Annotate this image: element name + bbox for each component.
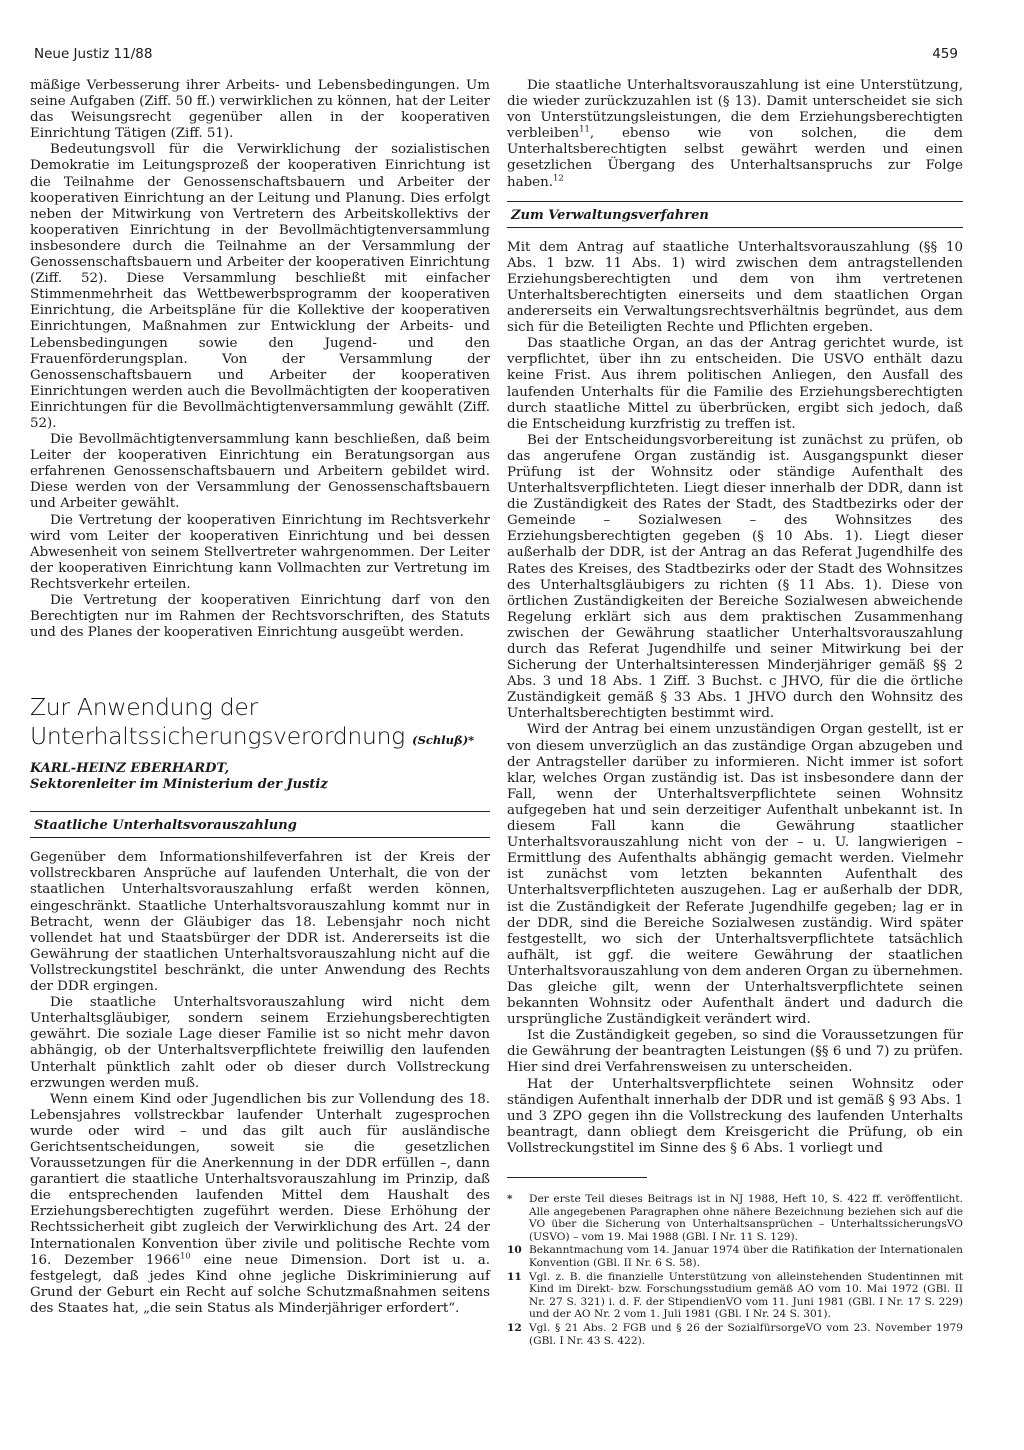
footnote-mark: *	[507, 1193, 513, 1205]
footnote-mark: 12	[507, 1321, 522, 1334]
paragraph	[507, 336, 963, 433]
paragraph-text: Die Vertretung der kooperativen Einrichtung darf von den Berechtigten nur im Rahmen der Rechtsvorschriften, des Statuts und des Planes der kooperativen Einrichtung ausgeübt werden.	[30, 593, 490, 641]
footnote-ref: 12	[553, 173, 564, 184]
footnote-text: Vgl. § 21 Abs. 2 FGB und § 26 der SozialfürsorgeVO vom 23. November 1979 (GBl. I Nr. 43 S. 422).	[529, 1321, 963, 1347]
section-heading-verwaltung: Zum Verwaltungsverfahren	[507, 201, 963, 228]
paragraph-text-cont: eine neue Dimension. Dort ist u. a. festgelegt, daß jedes Kind ohne jegliche Diskriminierung auf Grund der Geburt ein Recht auf solche Schutzmaßnahmen seitens des Staates hat, „die sein Status als Minderjähriger erfordert“.	[30, 1252, 490, 1316]
paragraph-text: Das staatliche Organ, an das der Antrag gerichtet wurde, ist verpflichtet, über ihn zu entscheiden. Die USVO enthält dazu keine Frist. Aus ihrem politischen Anliegen, den Ausfall des laufenden Unterhalts für die Familie des Erziehungsberechtigten durch staatliche Mittel zu überbrücken, ergibt sich jedoch, daß die Entscheidung kurzfristig zu treffen ist.	[507, 336, 963, 432]
left-bottom-paragraphs	[30, 850, 490, 1317]
paragraph-text: Ist die Zuständigkeit gegeben, so sind die Voraussetzungen für die Gewährung der beantragten Leistungen (§§ 6 und 7) zu prüfen. Hier sind drei Verfahrensweisen zu unterscheiden.	[507, 1028, 963, 1076]
right-column	[507, 78, 963, 1157]
paragraph	[30, 432, 490, 512]
article-title-suffix: (Schluß)*	[412, 733, 475, 748]
paragraph	[30, 78, 490, 142]
footnote	[507, 1244, 963, 1269]
left-top-paragraphs	[30, 78, 490, 641]
footnote-rule	[507, 1177, 647, 1178]
author-name: KARL-HEINZ EBERHARDT,	[30, 761, 230, 777]
paragraph-text: Die staatliche Unterhaltsvorauszahlung ist eine Unterstützung, die wieder zurückzuzahlen ist (§ 13). Damit unterscheidet sie sich von Unterstützungsleistungen, die dem Erziehungsberechtigten verbleiben	[507, 78, 963, 142]
footnote-ref: 11	[579, 124, 590, 135]
paragraph	[30, 850, 490, 995]
right-bottom-paragraphs	[507, 240, 963, 1157]
article-title-line1: Zur Anwendung der	[30, 693, 258, 722]
footnote	[507, 1322, 963, 1347]
paragraph-text: Bedeutungsvoll für die Verwirklichung der sozialistischen Demokratie im Leitungsprozeß der kooperativen Einrichtung ist die Teilnahme der Genossenschaftsbauern und Arbeiter der kooperativen Einrichtung an der Leitung und Planung. Dies erfolgt neben der Mitwirkung von Vertretern des Arbeitskollektivs der kooperativen Einrichtung in der Bevollmächtigtenversammlung insbesondere durch die Teilnahme an der Versammlung der Genossenschaftsbauern und Arbeiter der kooperativen Einrichtung (Ziff. 52). Diese Versammlung beschließt mit einfacher Stimmenmehrheit das Wettbewerbsprogramm der kooperativen Einrichtung, die Arbeitspläne für die Kollektive der kooperativen Einrichtungen, Maßnahmen zur Entwicklung der Arbeits- und Lebensbedingungen sowie den Jugend- und den Frauenförderungsplan. Von der Versammlung der Genossenschaftsbauern und Arbeiter der kooperativen Einrichtungen werden auch die Bevollmächtigten der kooperativen Einrichtungen für die Bevollmächtigtenversammlung gewählt (Ziff. 52).	[30, 142, 490, 431]
paragraph-text: Hat der Unterhaltsverpflichtete seinen Wohnsitz oder ständigen Aufenthalt innerhalb der DDR und ist gemäß § 93 Abs. 1 und 3 ZPO gegen ihn die Vollstreckung des laufenden Unterhalts beantragt, dann obliegt dem Kreisgericht die Prüfung, ob ein Vollstreckungstitel im Sinne des § 6 Abs. 1 vorliegt und	[507, 1076, 963, 1156]
paragraph-text: mäßige Verbesserung ihrer Arbeits- und Lebensbedingungen. Um seine Aufgaben (Ziff. 50 ff.) verwirklichen zu können, hat der Leiter das Weisungsrecht gegenüber allen in der kooperativen Einrichtung Tätigen (Ziff. 51).	[30, 78, 490, 142]
paragraph-text: Die Bevollmächtigtenversammlung kann beschließen, daß beim Leiter der kooperativen Einrichtung ein Beratungsorgan aus erfahrenen Genossenschaftsbauern und Arbeitern gebildet wird. Diese werden von der Versammlung der Genossenschaftsbauern und Arbeiter gewählt.	[30, 432, 490, 512]
paragraph	[30, 513, 490, 593]
footnote-mark: 10	[507, 1244, 522, 1257]
paragraph	[507, 1077, 963, 1157]
paragraph-text: Wenn einem Kind oder Jugendlichen bis zur Vollendung des 18. Lebensjahres vollstreckbar laufender Unterhalt zugesprochen wurde oder wird – und das gilt auch für ausländische Gerichtsentscheidungen, soweit sie die gesetzlichen Voraussetzungen für die Anerkennung in der DDR erfüllen –, dann garantiert die staatliche Unterhaltsvorauszahlung im Prinzip, daß die entsprechenden laufenden Mittel dem Haushalt des Erziehungsberechtigten zugeführt werden. Diese Erhöhung der Rechtssicherheit gibt zugleich der Verwirklichung des Art. 24 der Internationalen Konvention über zivile und politische Rechte vom 16. Dezember 1966	[30, 1091, 490, 1268]
paragraph-text: Gegenüber dem Informationshilfeverfahren ist der Kreis der vollstreckbaren Ansprüche auf laufenden Unterhalt, die von der staatlichen Unterhaltsvorauszahlung erfaßt werden können, eingeschränkt. Staatliche Unterhaltsvorauszahlung kommt nur in Betracht, wenn der Gläubiger das 18. Lebensjahr noch nicht vollendet hat und Staatsbürger der DDR ist. Andererseits ist die Gewährung der staatlichen Unterhaltsvorauszahlung nicht auf die Vollstreckungstitel beschränkt, die unter Anwendung des Rechts der DDR ergingen.	[30, 850, 490, 995]
paragraph-text: Die Vertretung der kooperativen Einrichtung im Rechtsverkehr wird vom Leiter der kooperativen Einrichtung und bei dessen Abwesenheit von seinem Stellvertreter wahrgenommen. Der Leiter der kooperativen Einrichtung kann Vollmachten zur Vertretung im Rechtsverkehr erteilen.	[30, 512, 490, 592]
paragraph	[507, 1028, 963, 1076]
paragraph	[30, 142, 490, 432]
article-title	[30, 693, 490, 755]
footnote-text: Bekanntmachung vom 14. Januar 1974 über die Ratifikation der Internationalen Konvention (GBl. II Nr. 6 S. 58).	[529, 1244, 963, 1269]
footnote	[507, 1271, 963, 1321]
footnote-text: Vgl. z. B. die finanzielle Unterstützung von alleinstehenden Studentinnen mit Kind im Direkt- bzw. Forschungsstudium gemäß AO vom 10. Mai 1972 (GBl. II Nr. 27 S. 321) i. d. F. der StipendienVO vom 11. Juni 1981 (GBl. I Nr. 17 S. 229) und der AO Nr. 2 vom 1. Juli 1981 (GBl. I Nr. 24 S. 301).	[529, 1270, 963, 1321]
author-role: Sektorenleiter im Ministerium der Justiz	[30, 777, 328, 793]
footnote-mark: 11	[507, 1270, 522, 1283]
paragraph	[30, 593, 490, 641]
paragraph-text: Bei der Entscheidungsvorbereitung ist zunächst zu prüfen, ob das angerufene Organ zuständig ist. Ausgangspunkt dieser Prüfung ist der Wohnsitz oder ständige Aufenthalt des Unterhaltsverpflichteten. Liegt dieser innerhalb der DDR, dann ist die Zuständigkeit des Rates der Stadt, des Stadtbezirks oder der Gemeinde – Sozialwesen – des Wohnsitzes des Erziehungsberechtigten gegeben (§ 10 Abs. 1). Liegt dieser außerhalb der DDR, ist der Antrag an das Referat Jugendhilfe des Rates des Kreises, des Stadtbezirks oder der Stadt des Wohnsitzes des Unterhaltsgläubigers zu richten (§ 11 Abs. 1). Diese von örtlichen Zuständigkeiten der Bereiche Sozialwesen abweichende Regelung erklärt sich aus dem praktischen Zusammenhang zwischen der Gewährung staatlicher Unterhaltsvorauszahlung durch das Referat Jugendhilfe und seiner Mitwirkung bei der Sicherung der Unterhaltsinteressen Minderjähriger gemäß §§ 2 Abs. 3 und 18 Abs. 1 Ziff. 3 Buchst. c JHVO, für die die örtliche Zuständigkeit gemäß § 33 Abs. 1 JHVO durch den Wohnsitz des Unterhaltsberechtigten bestimmt wird.	[507, 432, 963, 722]
paragraph	[507, 78, 963, 191]
paragraph	[30, 995, 490, 1092]
paragraph-text: Wird der Antrag bei einem unzuständigen Organ gestellt, ist er von diesem unverzüglich an das zuständige Organ abzugeben und der Antragsteller darüber zu informieren. Nicht immer ist sofort klar, welches Organ zuständig ist. Das ist insbesondere dann der Fall, wenn der Unterhaltsverpflichtete seinen Wohnsitz aufgegeben hat und sein derzeitiger Aufenthalt unbekannt ist. In diesem Fall kann die Gewährung staatlicher Unterhaltsvorauszahlung nicht von der – u. U. langwierigen – Ermittlung des Aufenthalts abhängig gemacht werden. Vielmehr ist zunächst vom letzten bekannten Aufenthalt des Unterhaltsverpflichteten auszugehen. Lag er außerhalb der DDR, ist die Zuständigkeit der Referate Jugendhilfe gegeben; lag er in der DDR, sind die Bereiche Sozialwesen zuständig. Wird später festgestellt, wo sich der Unterhaltsverpflichtete tatsächlich aufhält, ist ggf. die weitere Gewährung der staatlichen Unterhaltsvorauszahlung von dem anderen Organ zu übernehmen. Das gleiche gilt, wenn der Unterhaltsverpflichtete seinen bekannten Wohnsitz oder Aufenthalt ändert und dadurch die ursprüngliche Zuständigkeit verändert wird.	[507, 722, 963, 1028]
paragraph-text-cont: , ebenso wie von solchen, die dem Unterhaltsberechtigten selbst gewährt werden und einen gesetzlichen Übergang des Unterhaltsanspruchs zur Folge haben.	[507, 126, 963, 190]
footnote-ref: 10	[179, 1251, 191, 1262]
paragraph	[507, 240, 963, 337]
section-heading-staatliche: Staatliche Unterhaltsvorauszahlung	[30, 811, 490, 838]
footnote	[507, 1193, 963, 1243]
author-block	[30, 761, 490, 793]
page-number: 459	[932, 46, 958, 62]
footnote-text: Der erste Teil dieses Beitrags ist in NJ 1988, Heft 10, S. 422 ff. veröffentlicht. Alle angegebenen Paragraphen ohne nähere Bezeichnung beziehen sich auf die VO über die Sicherung von Unterhaltsansprüchen – UnterhaltssicherungsVO (USVO) – vom 19. Mai 1988 (GBl. I Nr. 11 S. 129).	[529, 1193, 963, 1243]
right-top-paragraphs	[507, 78, 963, 191]
footnotes	[507, 1193, 963, 1348]
paragraph-text: Mit dem Antrag auf staatliche Unterhaltsvorauszahlung (§§ 10 Abs. 1 bzw. 11 Abs. 1) wird zwischen dem antragstellenden Erziehungsberechtigten und dem von ihm vertretenen Unterhaltsberechtigten einerseits und dem staatlichen Organ andererseits ein Verwaltungsrechtsverhältnis begründet, aus dem sich für die Beteiligten Rechte und Pflichten ergeben.	[507, 239, 963, 336]
running-header-journal: Neue Justiz 11/88	[34, 46, 153, 62]
paragraph	[30, 1092, 490, 1317]
paragraph	[507, 433, 963, 723]
paragraph	[507, 722, 963, 1028]
article-title-line2: Unterhaltssicherungsverordnung	[30, 722, 405, 751]
paragraph-text: Die staatliche Unterhaltsvorauszahlung wird nicht dem Unterhaltsgläubiger, sondern seinem Erziehungsberechtigten gewährt. Die soziale Lage dieser Familie ist so nicht mehr davon abhängig, ob der Unterhaltsverpflichtete freiwillig den laufenden Unterhalt pünktlich zahlt oder ob dieser durch Vollstreckung erzwungen werden muß.	[30, 995, 490, 1091]
left-column	[30, 78, 490, 1317]
